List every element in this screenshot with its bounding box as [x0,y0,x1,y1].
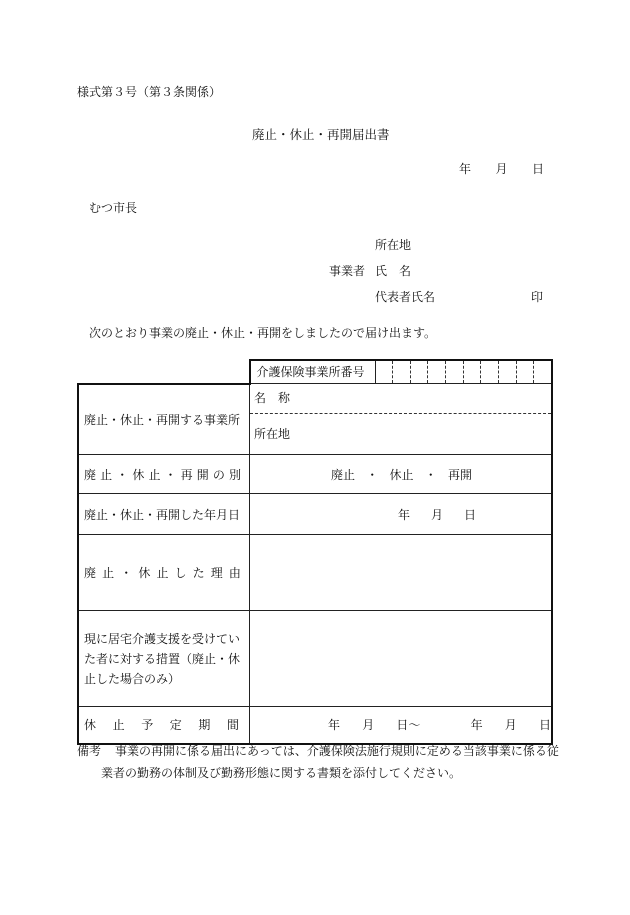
representative-label: 代表者氏名 [375,290,436,304]
period-row [78,707,552,744]
office-number-row [250,360,553,384]
reason-row-label: 廃 止 ・ 休 止 し た 理 由 [78,535,250,611]
office-number-label: 介護保険事業所番号 [251,361,376,383]
seal-mark: 印 [531,290,544,304]
intro-text: 次のとおり事業の廃止・休止・再開をしましたので届け出ます。 [89,326,437,340]
remarks-label: 備考 [77,744,102,758]
reason-row [78,535,552,611]
measures-row-label: 現に居宅介護支援を受けていた者に対する措置（廃止・休止した場合のみ） [78,611,250,707]
date-field[interactable]: 年 月 日 [250,494,553,535]
notification-table [77,359,553,745]
date-row [78,494,552,535]
date-line [459,160,544,177]
office-number-input[interactable] [376,361,552,383]
name-label: 氏 名 [375,264,412,278]
measures-row [78,611,552,707]
office-address-label: 所在地 [254,427,291,441]
blank-cell [78,360,250,384]
office-fields [250,384,553,455]
office-address-field[interactable] [250,414,551,454]
office-row-label: 廃止・休止・再開する事業所 [78,384,250,455]
remarks-line-2: 業者の勤務の体制及び勤務形態に関する書類を添付してください。 [101,766,462,780]
measures-field[interactable] [250,611,553,707]
reason-field[interactable] [250,535,553,611]
address-label: 所在地 [375,238,412,252]
form-number: 様式第３号（第３条関係） [77,85,222,99]
document-title: 廃止・休止・再開届出書 [252,127,390,142]
business-label: 事業者 [329,264,366,278]
date-day-label: 日 [531,162,544,176]
date-year-label: 年 [459,162,472,176]
option-kyushi[interactable]: 休止 [389,467,414,482]
option-saikai[interactable]: 再開 [447,467,472,482]
date-row-label: 廃止・休止・再開した年月日 [78,494,250,535]
type-row [78,455,552,494]
option-haishi[interactable]: 廃止 [331,467,356,482]
office-name-field[interactable] [250,384,551,414]
type-row-label: 廃 止 ・ 休 止 ・ 再 開 の 別 [78,455,250,494]
addressee: むつ市長 [89,201,138,215]
period-row-label: 休 止 予 定 期 間 [78,707,250,744]
date-month-label: 月 [495,162,508,176]
remarks-line-1: 事業の再開に係る届出にあっては、介護保険法施行規則に定める当該事業に係る従 [115,744,559,758]
office-name-label: 名 称 [254,391,291,405]
type-options[interactable]: 廃止 ・ 休止 ・ 再開 [250,455,553,494]
office-row [78,384,552,455]
period-field[interactable]: 年 月 日～ 年 月 日 [250,707,553,744]
